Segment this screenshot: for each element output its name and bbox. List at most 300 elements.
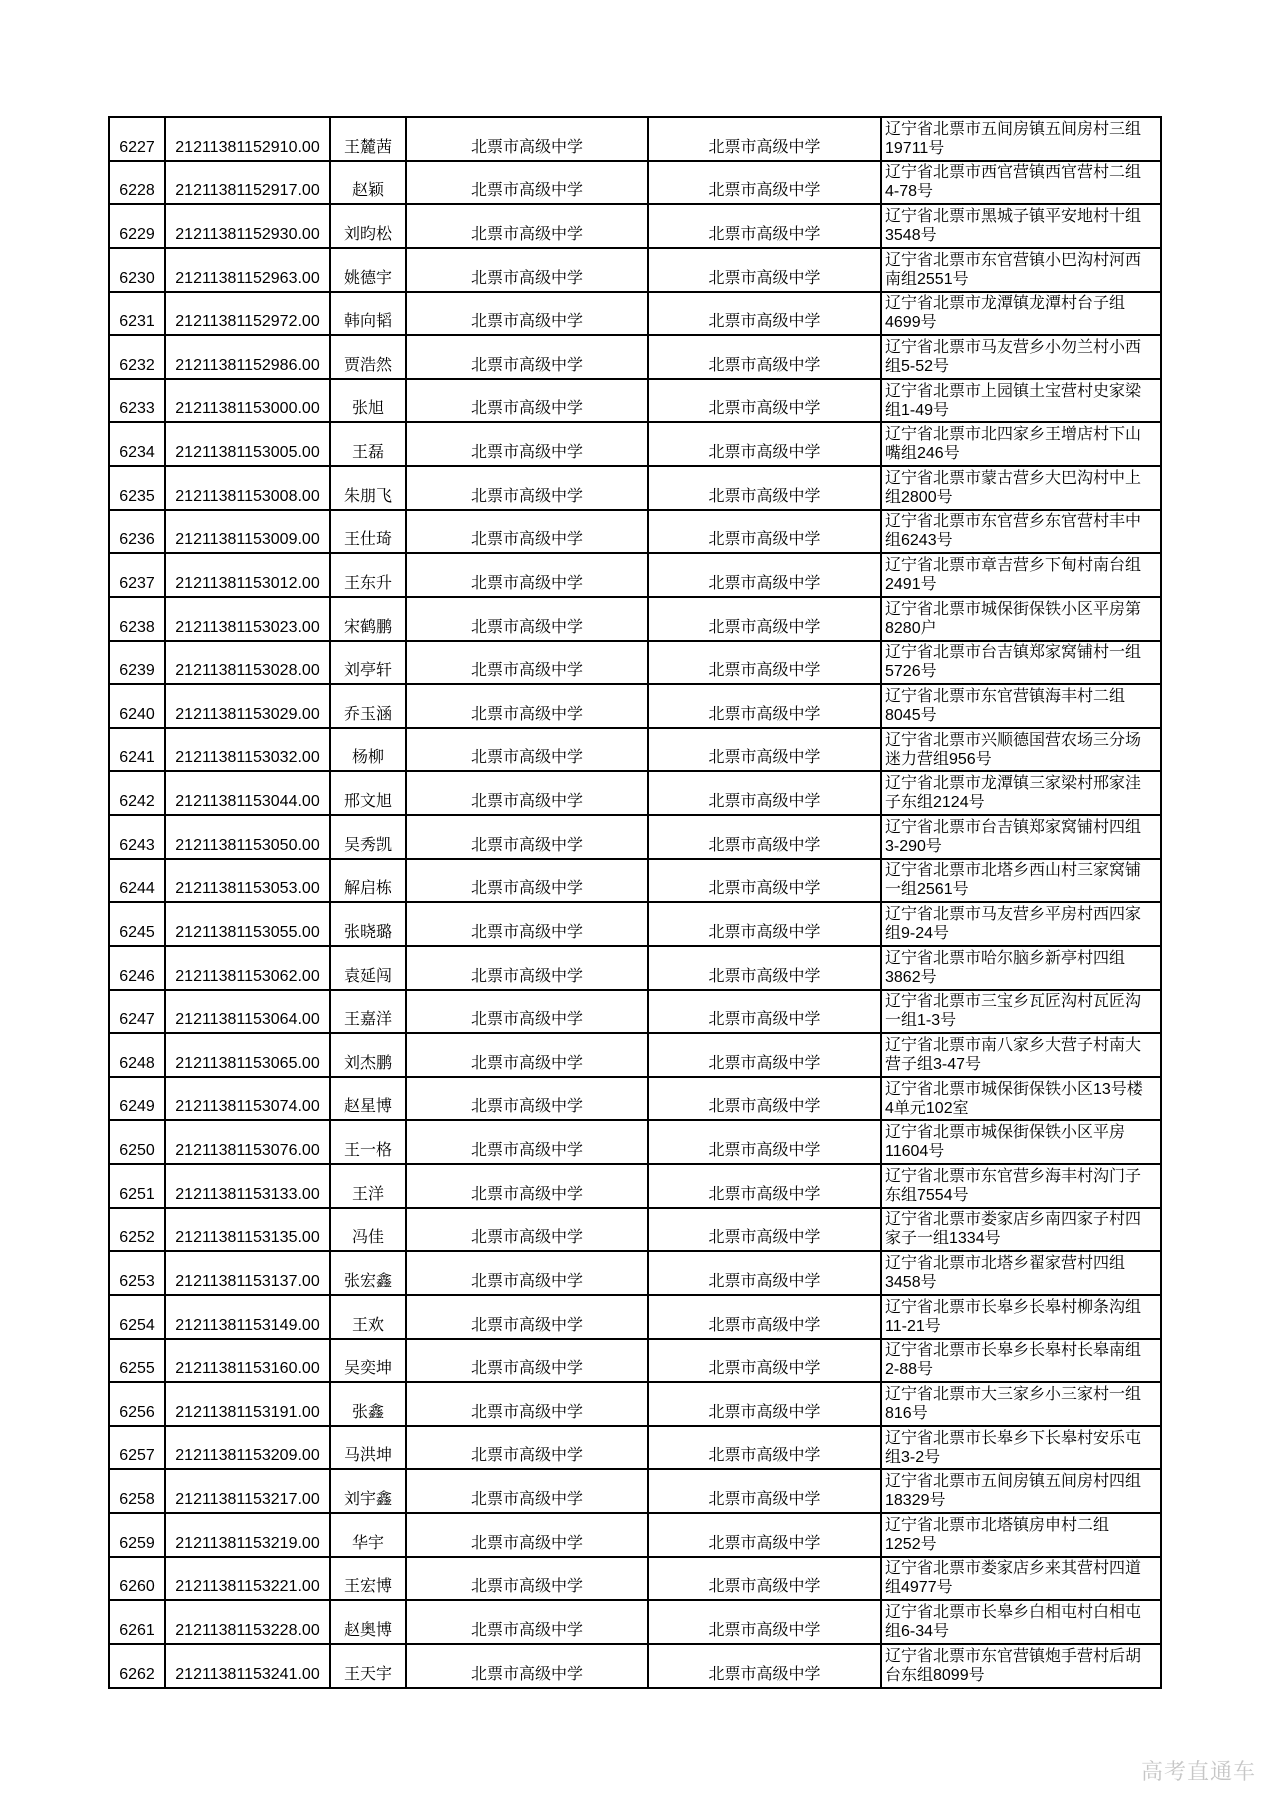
student-name-cell: 朱朋飞 [330, 466, 406, 510]
row-number-cell: 6239 [109, 641, 165, 685]
table-row [109, 728, 1161, 772]
school-cell: 北票市高级中学 [406, 204, 648, 248]
address-line: 辽宁省北票市南八家乡大营子村南大 [885, 1036, 1142, 1054]
address-line: 辽宁省北票市东官营乡东官营村丰中 [885, 513, 1142, 531]
address-line: 辽宁省北票市马友营乡平房村西四家 [885, 906, 1142, 924]
row-number-cell: 6231 [109, 292, 165, 336]
table-row [109, 1600, 1161, 1644]
student-name-cell: 乔玉涵 [330, 684, 406, 728]
address-cell [881, 161, 1161, 205]
row-number-cell: 6250 [109, 1120, 165, 1164]
row-number-cell: 6254 [109, 1295, 165, 1339]
address-line: 11-21号 [885, 1317, 941, 1335]
candidate-id-cell: 21211381152986.00 [165, 335, 330, 379]
candidate-id-cell: 21211381152963.00 [165, 248, 330, 292]
table-row [109, 946, 1161, 990]
student-name-cell: 赵星博 [330, 1077, 406, 1121]
address-line: 辽宁省北票市城保街保铁小区平房第 [885, 600, 1142, 618]
address-line: 辽宁省北票市长皋乡下长皋村安乐屯 [885, 1429, 1142, 1447]
address-line: 3458号 [885, 1274, 937, 1292]
table-row [109, 1644, 1161, 1688]
address-cell [881, 1208, 1161, 1252]
address-line: 辽宁省北票市城保街保铁小区平房 [885, 1124, 1126, 1142]
school-cell-2: 北票市高级中学 [648, 946, 881, 990]
school-cell-2: 北票市高级中学 [648, 510, 881, 554]
school-cell: 北票市高级中学 [406, 1033, 648, 1077]
table-row [109, 815, 1161, 859]
address-line: 辽宁省北票市北塔乡翟家营村四组 [885, 1255, 1126, 1273]
school-cell-2: 北票市高级中学 [648, 990, 881, 1034]
school-cell: 北票市高级中学 [406, 946, 648, 990]
address-cell [881, 771, 1161, 815]
school-cell-2: 北票市高级中学 [648, 379, 881, 423]
address-line: 东组7554号 [885, 1186, 969, 1204]
address-line: 家子一组1334号 [885, 1230, 1001, 1248]
table-row [109, 466, 1161, 510]
school-cell: 北票市高级中学 [406, 335, 648, 379]
student-name-cell: 贾浩然 [330, 335, 406, 379]
row-number-cell: 6262 [109, 1644, 165, 1688]
address-cell [881, 859, 1161, 903]
row-number-cell: 6228 [109, 161, 165, 205]
school-cell: 北票市高级中学 [406, 1295, 648, 1339]
student-name-cell: 刘亭轩 [330, 641, 406, 685]
school-cell: 北票市高级中学 [406, 859, 648, 903]
school-cell-2: 北票市高级中学 [648, 1600, 881, 1644]
row-number-cell: 6229 [109, 204, 165, 248]
school-cell-2: 北票市高级中学 [648, 815, 881, 859]
address-line: 一组1-3号 [885, 1012, 957, 1030]
student-name-cell: 华宇 [330, 1513, 406, 1557]
table-row [109, 1164, 1161, 1208]
address-line: 辽宁省北票市五间房镇五间房村三组 [885, 120, 1142, 138]
roster-table-body [109, 117, 1161, 1688]
address-cell [881, 902, 1161, 946]
address-line: 辽宁省北票市东官营镇小巴沟村河西 [885, 251, 1142, 269]
address-line: 辽宁省北票市娄家店乡南四家子村四 [885, 1211, 1142, 1229]
school-cell-2: 北票市高级中学 [648, 553, 881, 597]
student-name-cell: 冯佳 [330, 1208, 406, 1252]
candidate-id-cell: 21211381153012.00 [165, 553, 330, 597]
school-cell-2: 北票市高级中学 [648, 422, 881, 466]
school-cell: 北票市高级中学 [406, 161, 648, 205]
address-cell [881, 728, 1161, 772]
address-line: 辽宁省北票市黑城子镇平安地村十组 [885, 208, 1142, 226]
school-cell-2: 北票市高级中学 [648, 1208, 881, 1252]
student-name-cell: 王磊 [330, 422, 406, 466]
address-cell [881, 553, 1161, 597]
address-line: 辽宁省北票市西官营镇西官营村二组 [885, 164, 1142, 182]
address-line: 辽宁省北票市长皋乡长皋村长皋南组 [885, 1342, 1142, 1360]
address-line: 辽宁省北票市东官营镇炮手营村后胡 [885, 1647, 1142, 1665]
student-name-cell: 王欢 [330, 1295, 406, 1339]
candidate-id-cell: 21211381153000.00 [165, 379, 330, 423]
row-number-cell: 6243 [109, 815, 165, 859]
row-number-cell: 6258 [109, 1469, 165, 1513]
address-line: 子东组2124号 [885, 794, 985, 812]
address-cell [881, 292, 1161, 336]
address-cell [881, 510, 1161, 554]
student-name-cell: 王宏博 [330, 1557, 406, 1601]
address-cell [881, 1644, 1161, 1688]
candidate-id-cell: 21211381153135.00 [165, 1208, 330, 1252]
table-row [109, 335, 1161, 379]
school-cell: 北票市高级中学 [406, 1339, 648, 1383]
address-cell [881, 1600, 1161, 1644]
address-line: 2491号 [885, 576, 937, 594]
candidate-id-cell: 21211381152972.00 [165, 292, 330, 336]
address-line: 2-88号 [885, 1361, 934, 1379]
candidate-id-cell: 21211381153241.00 [165, 1644, 330, 1688]
student-name-cell: 张晓璐 [330, 902, 406, 946]
table-row [109, 771, 1161, 815]
address-cell [881, 641, 1161, 685]
address-line: 组6243号 [885, 532, 953, 550]
school-cell: 北票市高级中学 [406, 1120, 648, 1164]
school-cell: 北票市高级中学 [406, 117, 648, 161]
table-row [109, 1339, 1161, 1383]
student-name-cell: 姚德宇 [330, 248, 406, 292]
address-line: 18329号 [885, 1492, 946, 1510]
school-cell-2: 北票市高级中学 [648, 859, 881, 903]
row-number-cell: 6242 [109, 771, 165, 815]
school-cell: 北票市高级中学 [406, 1208, 648, 1252]
address-cell [881, 1557, 1161, 1601]
table-row [109, 204, 1161, 248]
student-name-cell: 邢文旭 [330, 771, 406, 815]
address-line: 4-78号 [885, 183, 934, 201]
address-line: 辽宁省北票市章吉营乡下甸村南台组 [885, 557, 1142, 575]
school-cell: 北票市高级中学 [406, 553, 648, 597]
school-cell-2: 北票市高级中学 [648, 161, 881, 205]
school-cell: 北票市高级中学 [406, 422, 648, 466]
address-line: 组6-34号 [885, 1623, 950, 1641]
candidate-id-cell: 21211381152930.00 [165, 204, 330, 248]
school-cell-2: 北票市高级中学 [648, 1382, 881, 1426]
address-line: 辽宁省北票市长皋乡白相屯村白相屯 [885, 1604, 1142, 1622]
table-row [109, 1208, 1161, 1252]
candidate-id-cell: 21211381153133.00 [165, 1164, 330, 1208]
address-line: 辽宁省北票市大三家乡小三家村一组 [885, 1385, 1142, 1403]
school-cell: 北票市高级中学 [406, 641, 648, 685]
watermark-text: 高考直通车 [1141, 1759, 1257, 1784]
student-name-cell: 韩向韬 [330, 292, 406, 336]
row-number-cell: 6244 [109, 859, 165, 903]
address-cell [881, 1339, 1161, 1383]
candidate-id-cell: 21211381153008.00 [165, 466, 330, 510]
student-name-cell: 张旭 [330, 379, 406, 423]
candidate-id-cell: 21211381153065.00 [165, 1033, 330, 1077]
candidate-id-cell: 21211381153053.00 [165, 859, 330, 903]
table-row [109, 161, 1161, 205]
school-cell: 北票市高级中学 [406, 1251, 648, 1295]
address-cell [881, 1382, 1161, 1426]
table-row [109, 117, 1161, 161]
candidate-id-cell: 21211381153137.00 [165, 1251, 330, 1295]
school-cell-2: 北票市高级中学 [648, 1033, 881, 1077]
row-number-cell: 6249 [109, 1077, 165, 1121]
school-cell-2: 北票市高级中学 [648, 1077, 881, 1121]
candidate-id-cell: 21211381152910.00 [165, 117, 330, 161]
student-name-cell: 刘杰鹏 [330, 1033, 406, 1077]
address-line: 1252号 [885, 1535, 937, 1553]
address-line: 3548号 [885, 227, 937, 245]
address-line: 816号 [885, 1404, 928, 1422]
row-number-cell: 6236 [109, 510, 165, 554]
school-cell-2: 北票市高级中学 [648, 1644, 881, 1688]
school-cell-2: 北票市高级中学 [648, 902, 881, 946]
school-cell: 北票市高级中学 [406, 466, 648, 510]
school-cell: 北票市高级中学 [406, 1077, 648, 1121]
table-row [109, 597, 1161, 641]
student-name-cell: 王天宇 [330, 1644, 406, 1688]
table-row [109, 641, 1161, 685]
address-cell [881, 597, 1161, 641]
table-row [109, 1077, 1161, 1121]
school-cell: 北票市高级中学 [406, 597, 648, 641]
table-row [109, 379, 1161, 423]
address-line: 11604号 [885, 1143, 945, 1161]
candidate-id-cell: 21211381153032.00 [165, 728, 330, 772]
student-name-cell: 吴秀凯 [330, 815, 406, 859]
address-line: 辽宁省北票市五间房镇五间房村四组 [885, 1473, 1142, 1491]
address-cell [881, 379, 1161, 423]
school-cell-2: 北票市高级中学 [648, 1339, 881, 1383]
candidate-id-cell: 21211381153005.00 [165, 422, 330, 466]
school-cell-2: 北票市高级中学 [648, 641, 881, 685]
row-number-cell: 6257 [109, 1426, 165, 1470]
address-line: 辽宁省北票市龙潭镇三家梁村邢家洼 [885, 775, 1142, 793]
candidate-id-cell: 21211381153055.00 [165, 902, 330, 946]
address-line: 辽宁省北票市娄家店乡来其营村四道 [885, 1560, 1142, 1578]
address-cell [881, 466, 1161, 510]
student-name-cell: 赵奥博 [330, 1600, 406, 1644]
student-name-cell: 王麓茜 [330, 117, 406, 161]
school-cell-2: 北票市高级中学 [648, 1251, 881, 1295]
table-row [109, 990, 1161, 1034]
table-row [109, 1120, 1161, 1164]
table-row [109, 1513, 1161, 1557]
student-name-cell: 刘昀松 [330, 204, 406, 248]
address-cell [881, 990, 1161, 1034]
student-name-cell: 张宏鑫 [330, 1251, 406, 1295]
candidate-id-cell: 21211381153219.00 [165, 1513, 330, 1557]
candidate-id-cell: 21211381153209.00 [165, 1426, 330, 1470]
student-name-cell: 赵颖 [330, 161, 406, 205]
address-line: 5726号 [885, 663, 937, 681]
address-line: 8280户 [885, 619, 937, 637]
address-line: 4699号 [885, 314, 937, 332]
table-row [109, 1469, 1161, 1513]
school-cell-2: 北票市高级中学 [648, 1120, 881, 1164]
address-line: 辽宁省北票市北四家乡王增店村下山 [885, 426, 1142, 444]
table-row [109, 553, 1161, 597]
school-cell: 北票市高级中学 [406, 1382, 648, 1426]
address-cell [881, 1469, 1161, 1513]
row-number-cell: 6238 [109, 597, 165, 641]
school-cell-2: 北票市高级中学 [648, 597, 881, 641]
school-cell: 北票市高级中学 [406, 1469, 648, 1513]
row-number-cell: 6251 [109, 1164, 165, 1208]
table-row [109, 1382, 1161, 1426]
student-name-cell: 袁延闯 [330, 946, 406, 990]
address-cell [881, 1120, 1161, 1164]
school-cell-2: 北票市高级中学 [648, 1164, 881, 1208]
address-line: 辽宁省北票市龙潭镇龙潭村台子组 [885, 295, 1126, 313]
row-number-cell: 6261 [109, 1600, 165, 1644]
candidate-id-cell: 21211381153221.00 [165, 1557, 330, 1601]
candidate-id-cell: 21211381153009.00 [165, 510, 330, 554]
row-number-cell: 6246 [109, 946, 165, 990]
school-cell: 北票市高级中学 [406, 292, 648, 336]
table-row [109, 684, 1161, 728]
address-line: 一组2561号 [885, 881, 969, 899]
address-cell [881, 1164, 1161, 1208]
school-cell-2: 北票市高级中学 [648, 771, 881, 815]
row-number-cell: 6240 [109, 684, 165, 728]
table-row [109, 1251, 1161, 1295]
candidate-id-cell: 21211381153028.00 [165, 641, 330, 685]
address-cell [881, 1077, 1161, 1121]
address-line: 辽宁省北票市台吉镇郑家窝铺村四组 [885, 818, 1142, 836]
address-line: 辽宁省北票市北塔乡西山村三家窝铺 [885, 862, 1142, 880]
school-cell: 北票市高级中学 [406, 990, 648, 1034]
student-name-cell: 解启栋 [330, 859, 406, 903]
address-cell [881, 815, 1161, 859]
address-line: 辽宁省北票市台吉镇郑家窝铺村一组 [885, 644, 1142, 662]
table-row [109, 1557, 1161, 1601]
candidate-id-cell: 21211381153074.00 [165, 1077, 330, 1121]
school-cell: 北票市高级中学 [406, 684, 648, 728]
table-row [109, 902, 1161, 946]
school-cell: 北票市高级中学 [406, 771, 648, 815]
row-number-cell: 6245 [109, 902, 165, 946]
address-line: 辽宁省北票市城保街保铁小区13号楼 [885, 1080, 1143, 1098]
row-number-cell: 6256 [109, 1382, 165, 1426]
row-number-cell: 6252 [109, 1208, 165, 1252]
address-cell [881, 684, 1161, 728]
candidate-id-cell: 21211381153217.00 [165, 1469, 330, 1513]
address-cell [881, 1033, 1161, 1077]
candidate-id-cell: 21211381153062.00 [165, 946, 330, 990]
address-cell [881, 1426, 1161, 1470]
candidate-id-cell: 21211381153050.00 [165, 815, 330, 859]
row-number-cell: 6235 [109, 466, 165, 510]
table-row [109, 510, 1161, 554]
student-name-cell: 吴奕坤 [330, 1339, 406, 1383]
candidate-id-cell: 21211381153029.00 [165, 684, 330, 728]
address-line: 辽宁省北票市东官营镇海丰村二组 [885, 687, 1126, 705]
candidate-id-cell: 21211381153076.00 [165, 1120, 330, 1164]
student-name-cell: 刘宇鑫 [330, 1469, 406, 1513]
table-row [109, 422, 1161, 466]
school-cell-2: 北票市高级中学 [648, 117, 881, 161]
row-number-cell: 6248 [109, 1033, 165, 1077]
table-row [109, 1426, 1161, 1470]
row-number-cell: 6260 [109, 1557, 165, 1601]
candidate-id-cell: 21211381153023.00 [165, 597, 330, 641]
school-cell-2: 北票市高级中学 [648, 1426, 881, 1470]
address-cell [881, 1295, 1161, 1339]
school-cell-2: 北票市高级中学 [648, 1469, 881, 1513]
address-line: 8045号 [885, 706, 937, 724]
address-line: 辽宁省北票市长皋乡长皋村柳条沟组 [885, 1298, 1142, 1316]
address-line: 辽宁省北票市兴顺德国营农场三分场 [885, 731, 1142, 749]
student-name-cell: 王嘉洋 [330, 990, 406, 1034]
address-cell [881, 422, 1161, 466]
student-roster-table [108, 116, 1162, 1689]
row-number-cell: 6255 [109, 1339, 165, 1383]
address-cell [881, 204, 1161, 248]
school-cell: 北票市高级中学 [406, 248, 648, 292]
table-row [109, 1033, 1161, 1077]
school-cell-2: 北票市高级中学 [648, 466, 881, 510]
student-name-cell: 张鑫 [330, 1382, 406, 1426]
address-line: 组5-52号 [885, 357, 950, 375]
table-row [109, 1295, 1161, 1339]
school-cell-2: 北票市高级中学 [648, 728, 881, 772]
school-cell-2: 北票市高级中学 [648, 335, 881, 379]
student-name-cell: 王洋 [330, 1164, 406, 1208]
candidate-id-cell: 21211381153160.00 [165, 1339, 330, 1383]
address-line: 4单元102室 [885, 1099, 969, 1117]
row-number-cell: 6232 [109, 335, 165, 379]
address-line: 组1-49号 [885, 401, 950, 419]
school-cell: 北票市高级中学 [406, 815, 648, 859]
address-line: 3862号 [885, 968, 937, 986]
table-row [109, 248, 1161, 292]
school-cell-2: 北票市高级中学 [648, 1513, 881, 1557]
student-name-cell: 马洪坤 [330, 1426, 406, 1470]
school-cell-2: 北票市高级中学 [648, 292, 881, 336]
row-number-cell: 6233 [109, 379, 165, 423]
row-number-cell: 6253 [109, 1251, 165, 1295]
address-cell [881, 248, 1161, 292]
school-cell: 北票市高级中学 [406, 728, 648, 772]
address-line: 19711号 [885, 139, 945, 157]
school-cell: 北票市高级中学 [406, 379, 648, 423]
address-line: 组3-2号 [885, 1448, 941, 1466]
address-cell [881, 1513, 1161, 1557]
address-line: 辽宁省北票市三宝乡瓦匠沟村瓦匠沟 [885, 993, 1142, 1011]
address-line: 迷力营组956号 [885, 750, 992, 768]
school-cell: 北票市高级中学 [406, 1513, 648, 1557]
row-number-cell: 6230 [109, 248, 165, 292]
address-line: 辽宁省北票市上园镇土宝营村史家梁 [885, 382, 1142, 400]
row-number-cell: 6227 [109, 117, 165, 161]
address-line: 辽宁省北票市蒙古营乡大巴沟村中上 [885, 469, 1142, 487]
school-cell: 北票市高级中学 [406, 1557, 648, 1601]
address-cell [881, 117, 1161, 161]
school-cell: 北票市高级中学 [406, 510, 648, 554]
address-line: 台东组8099号 [885, 1666, 985, 1684]
row-number-cell: 6247 [109, 990, 165, 1034]
school-cell-2: 北票市高级中学 [648, 1295, 881, 1339]
candidate-id-cell: 21211381153064.00 [165, 990, 330, 1034]
address-line: 嘴组246号 [885, 445, 960, 463]
candidate-id-cell: 21211381153149.00 [165, 1295, 330, 1339]
address-line: 组9-24号 [885, 925, 950, 943]
address-line: 营子组3-47号 [885, 1055, 982, 1073]
row-number-cell: 6259 [109, 1513, 165, 1557]
school-cell: 北票市高级中学 [406, 1426, 648, 1470]
student-name-cell: 杨柳 [330, 728, 406, 772]
school-cell: 北票市高级中学 [406, 902, 648, 946]
address-cell [881, 335, 1161, 379]
student-name-cell: 王一格 [330, 1120, 406, 1164]
address-line: 3-290号 [885, 837, 942, 855]
row-number-cell: 6241 [109, 728, 165, 772]
